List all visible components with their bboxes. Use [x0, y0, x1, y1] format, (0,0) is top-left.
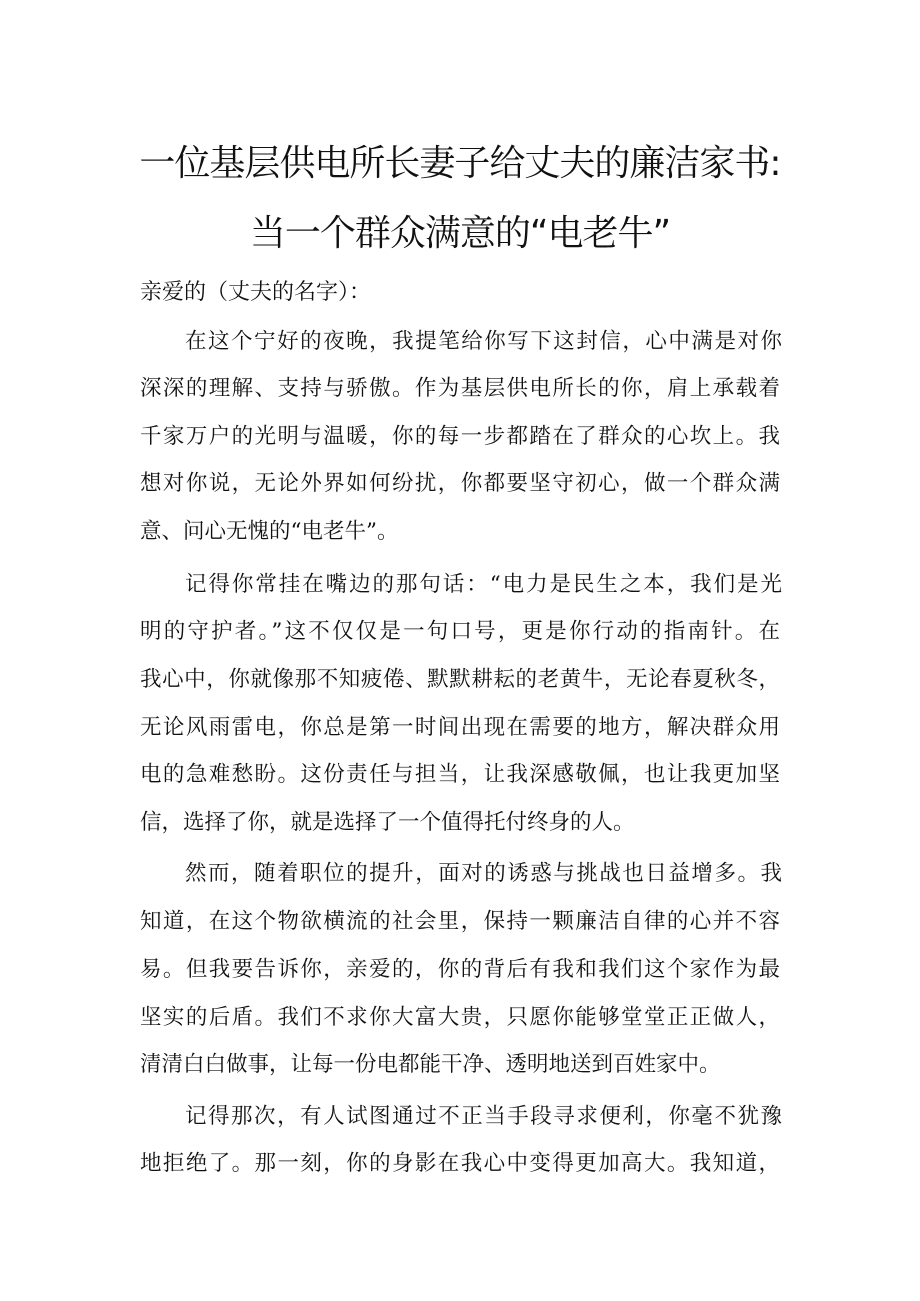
paragraph-2-line-6: 信，选择了你，就是选择了一个值得托付终身的人。 — [140, 810, 635, 835]
paragraph-3-line-2: 知道，在这个物欲横流的社会里，保持一颗廉洁自律的心并不容 — [140, 909, 780, 934]
paragraph-1-line-1: 在这个宁好的夜晚，我提笔给你写下这封信，心中满是对你 — [185, 329, 782, 354]
paragraph-1-line-5: 意、问心无愧的“电老牛”。 — [140, 519, 399, 544]
paragraph-2-line-1: 记得你常挂在嘴边的那句话：“电力是民生之本，我们是光 — [185, 572, 782, 597]
paragraph-4-line-1: 记得那次，有人试图通过不正当手段寻求便利，你毫不犹豫 — [185, 1104, 782, 1129]
paragraph-2-line-4: 无论风雨雷电，你总是第一时间出现在需要的地方，解决群众用 — [140, 715, 780, 740]
paragraph-2-line-3: 我心中，你就像那不知疲倦、默默耕耘的老黄牛，无论春夏秋冬， — [140, 667, 780, 692]
paragraph-4-line-2: 地拒绝了。那一刻，你的身影在我心中变得更加高大。我知道， — [140, 1151, 780, 1176]
paragraph-2-line-2: 明的守护者。”这不仅仅是一句口号，更是你行动的指南针。在 — [140, 619, 780, 644]
paragraph-3-line-4: 坚实的后盾。我们不求你大富大贵，只愿你能够堂堂正正做人， — [140, 1005, 780, 1030]
salutation: 亲爱的（丈夫的名字）： — [140, 280, 372, 305]
paragraph-3-line-1: 然而，随着职位的提升，面对的诱惑与挑战也日益增多。我 — [185, 861, 782, 886]
paragraph-3-line-3: 易。但我要告诉你，亲爱的，你的背后有我和我们这个家作为最 — [140, 957, 780, 982]
paragraph-3-line-5: 清清白白做事，让每一份电都能干净、透明地送到百姓家中。 — [140, 1052, 721, 1077]
paragraph-2-line-5: 电的急难愁盼。这份责任与担当，让我深感敬佩，也让我更加坚 — [140, 762, 780, 787]
document-title-line-2: 当一个群众满意的“电老牛” — [249, 213, 671, 254]
paragraph-1-line-3: 千家万户的光明与温暖，你的每一步都踏在了群众的心坎上。我 — [140, 424, 780, 449]
document-title-line-1: 一位基层供电所长妻子给丈夫的廉洁家书: — [139, 143, 781, 184]
paragraph-1-line-4: 想对你说，无论外界如何纷扰，你都要坚守初心，做一个群众满 — [140, 471, 780, 496]
paragraph-1-line-2: 深深的理解、支持与骄傲。作为基层供电所长的你，肩上承载着 — [140, 376, 780, 401]
